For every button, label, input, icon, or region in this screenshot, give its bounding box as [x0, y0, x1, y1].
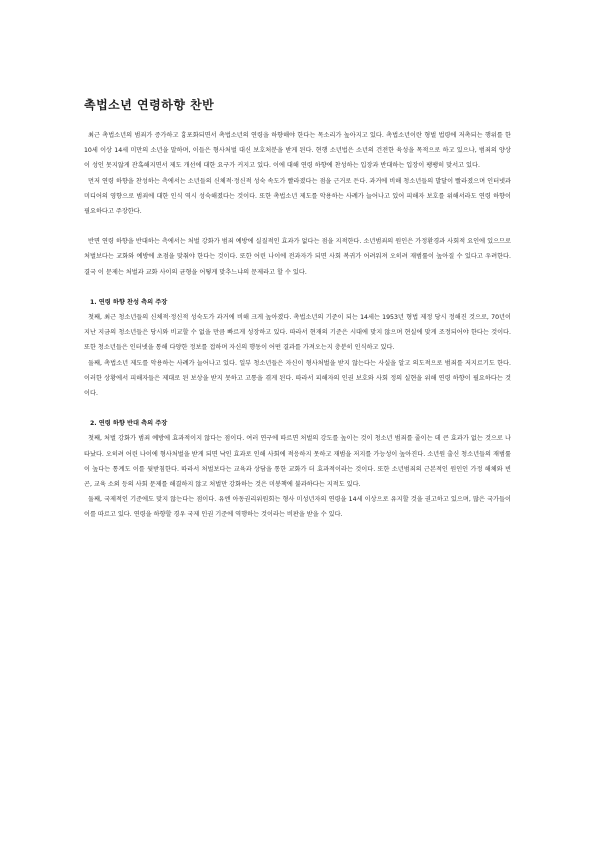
section-1-paragraph-1: 첫째, 최근 청소년들의 신체적·정신적 성숙도가 과거에 비해 크게 높아졌다. 촉법소년의 기준이 되는 14세는 1953년 형법 제정 당시 정해진 것으로, 70년이 지난 지금의 청소년들은 당시와 비교할 수 없을 만큼 빠르게 성장하고 있다. 따라서 현재의 기준은 시대에 맞지 않으며 현실에 맞게 조정되어야 한다는 것이다. 또한 청소년들은 인터넷을 통해 다양한 정보를 접하며 자신의 행동이 어떤 결과를 가져오는지 충분히 인식하고 있다. [84, 314, 511, 352]
section-1-paragraph-2: 둘째, 촉법소년 제도를 악용하는 사례가 늘어나고 있다. 일부 청소년들은 자신이 형사처벌을 받지 않는다는 사실을 알고 의도적으로 범죄를 저지르기도 한다. 이러한 상황에서 피해자들은 제대로 된 보상을 받지 못하고 고통을 겪게 된다. 따라서 피해자의 인권 보호와 사회 정의 실현을 위해 연령 하향이 필요하다는 것이다. [84, 359, 511, 398]
section-2-heading: 2. 연령 하향 반대 측의 주장 [90, 420, 168, 428]
section-1-heading: 1. 연령 하향 찬성 측의 주장 [90, 298, 168, 306]
section-2-paragraph-2: 둘째, 국제적인 기준에도 맞지 않는다는 점이다. 유엔 아동권리위원회는 형사 미성년자의 연령을 14세 이상으로 유지할 것을 권고하고 있으며, 많은 국가들이 이를 따르고 있다. 연령을 하향할 경우 국제 인권 기준에 역행하는 것이라는 비판을 받을 수 있다. [84, 496, 511, 519]
document-body [84, 128, 511, 523]
intro-paragraph-2: 먼저 연령 하향을 찬성하는 측에서는 소년들의 신체적·정신적 성숙 속도가 빨라졌다는 점을 근거로 든다. 과거에 비해 청소년들의 발달이 빨라졌으며 인터넷과 미디어의 영향으로 범죄에 대한 인식 역시 성숙해졌다는 것이다. 또한 촉법소년 제도를 악용하는 사례가 늘어나고 있어 피해자 보호를 위해서라도 연령 하향이 필요하다고 주장한다. [84, 177, 511, 216]
section-2-paragraph-1: 첫째, 처벌 강화가 범죄 예방에 효과적이지 않다는 점이다. 여러 연구에 따르면 처벌의 강도를 높이는 것이 청소년 범죄를 줄이는 데 큰 효과가 없는 것으로 나타났다. 오히려 어린 나이에 형사처벌을 받게 되면 낙인 효과로 인해 사회에 적응하지 못하고 재범을 저지를 가능성이 높아진다. 소년원 출신 청소년들의 재범률이 높다는 통계도 이를 뒷받침한다. 따라서 처벌보다는 교육과 상담을 통한 교화가 더 효과적이라는 것이다. 또한 소년범죄의 근본적인 원인인 가정 해체와 빈곤, 교육 소외 등의 사회 문제를 해결하지 않고 처벌만 강화하는 것은 미봉책에 불과하다는 지적도 있다. [84, 435, 511, 489]
document-title: 촉법소년 연령하향 찬반 [84, 98, 215, 112]
intro-paragraph-3: 반면 연령 하향을 반대하는 측에서는 처벌 강화가 범죄 예방에 실질적인 효과가 없다는 점을 지적한다. 소년범죄의 원인은 가정환경과 사회적 요인에 있으므로 처벌보다는 교화와 예방에 초점을 맞춰야 한다는 것이다. 또한 어린 나이에 전과자가 되면 사회 복귀가 어려워져 오히려 재범률이 높아질 수 있다고 우려한다. 결국 이 문제는 처벌과 교화 사이의 균형을 어떻게 맞추느냐의 문제라고 할 수 있다. [84, 238, 511, 276]
intro-paragraph-1: 최근 촉법소년의 범죄가 증가하고 흉포화되면서 촉법소년의 연령을 하향해야 한다는 목소리가 높아지고 있다. 촉법소년이란 형벌 법령에 저촉되는 행위를 한 10세 이상 14세 미만의 소년을 말하며, 이들은 형사처벌 대신 보호처분을 받게 된다. 현행 소년법은 소년의 건전한 육성을 목적으로 하고 있으나, 범죄의 양상이 성인 못지않게 잔혹해지면서 제도 개선에 대한 요구가 커지고 있다. 이에 대해 연령 하향에 찬성하는 입장과 반대하는 입장이 팽팽히 맞서고 있다. [84, 132, 511, 170]
